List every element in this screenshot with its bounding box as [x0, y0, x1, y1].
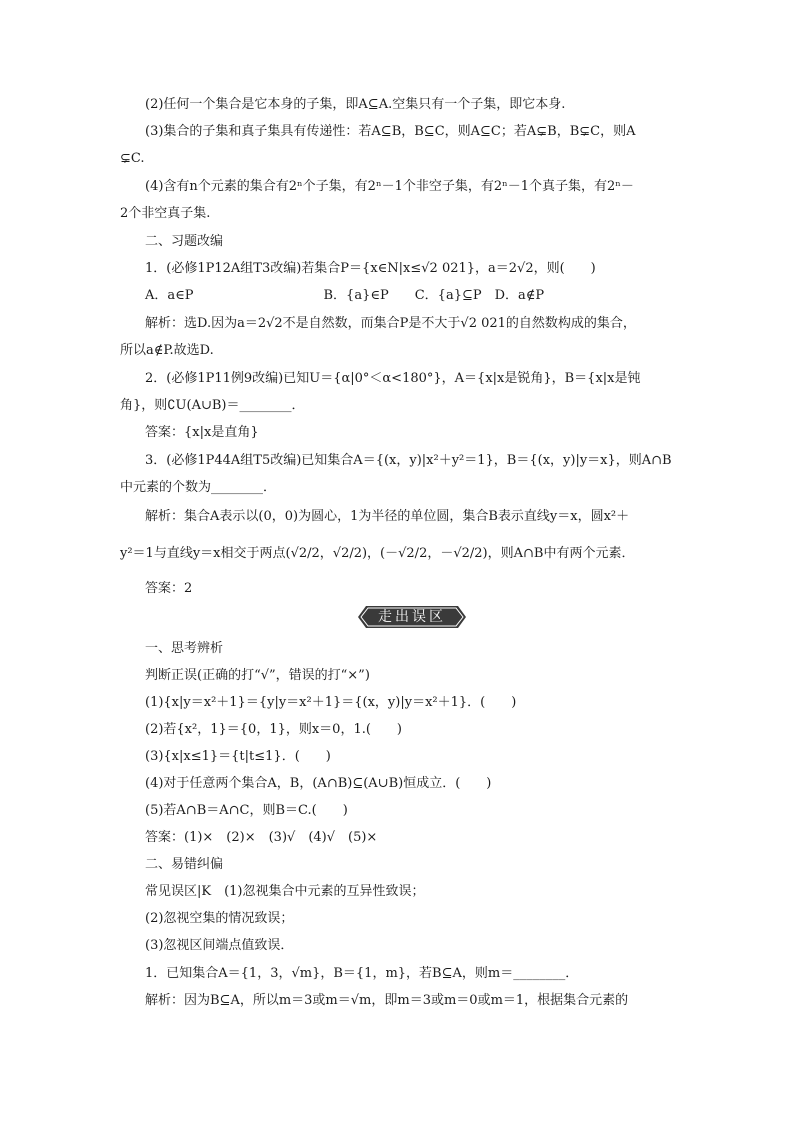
text-line: (4)含有n个元素的集合有2ⁿ个子集，有2ⁿ－1个非空子集，有2ⁿ－1个真子集，有2ⁿ－	[145, 179, 634, 194]
solution-line: 解析：集合A表示以(0，0)为圆心，1为半径的单位圆，集合B表示直线y＝x，圆x²＋	[145, 509, 630, 524]
question-line: 1．(必修1P12A组T3改编)若集合P＝{x∈N|x≤√2 021}，a＝2√2，则( )	[145, 261, 596, 276]
solution-line: 解析：因为B⊆A，所以m＝3或m＝√m，即m＝3或m＝0或m＝1，根据集合元素的	[145, 993, 629, 1008]
text-line: 2个非空真子集.	[120, 206, 211, 221]
solution-line: 解析：选D.因为a＝2√2不是自然数，而集合P是不大于√2 021的自然数构成的集合，	[145, 316, 636, 331]
judgement-item: (1){x|y＝x²＋1}＝{y|y＝x²＋1}＝{(x，y)|y＝x²＋1}．( )	[145, 695, 517, 710]
section-heading: 二、易错纠偏	[145, 857, 224, 872]
text-line: 常见误区|K (1)忽视集合中元素的互异性致误；	[145, 884, 425, 899]
section-banner	[358, 606, 466, 628]
text-line: ⊊C.	[120, 151, 145, 166]
answer-line: 答案：(1)× (2)× (3)√ (4)√ (5)×	[145, 830, 378, 845]
answer-line: 答案：{x|x是直角}	[145, 425, 259, 440]
question-line: 中元素的个数为________．	[120, 480, 277, 495]
answer-line: 答案：2	[145, 581, 193, 596]
solution-line: 所以a∉P.故选D.	[120, 343, 214, 358]
question-line: 角}，则∁U(A∪B)＝________．	[120, 398, 305, 413]
judgement-item: (5)若A∩B＝A∩C，则B＝C.( )	[145, 803, 348, 818]
section-heading: 一、思考辨析	[145, 641, 224, 656]
question-line: 2．(必修1P11例9改编)已知U＝{α|0°＜α<180°}，A＝{x|x是锐角}，B＝{x|x是钝	[145, 371, 641, 386]
text-line: (2)任何一个集合是它本身的子集，即A⊆A.空集只有一个子集，即它本身.	[145, 97, 566, 112]
banner-label: 走出误区	[378, 609, 446, 625]
section-heading: 二、习题改编	[145, 234, 224, 249]
judgement-item: (2)若{x²，1}＝{0，1}，则x＝0，1.( )	[145, 722, 403, 737]
judgement-item: (3){x|x≤1}＝{t|t≤1}．( )	[145, 749, 331, 764]
instruction-line: 判断正误(正确的打“√”，错误的打“×”)	[145, 668, 370, 683]
question-line: 3．(必修1P44A组T5改编)已知集合A＝{(x，y)|x²＋y²＝1}，B＝{(x，y)|y＝x}，则A∩B	[145, 453, 672, 468]
text-line: (3)忽视区间端点值致误．	[145, 938, 294, 953]
judgement-item: (4)对于任意两个集合A，B，(A∩B)⊆(A∪B)恒成立．( )	[145, 776, 492, 791]
options-line: A．a∈P B．{a}∈P C．{a}⊆P D．a∉P	[145, 288, 545, 303]
text-line: (2)忽视空集的情况致误；	[145, 911, 294, 926]
solution-line: y²＝1与直线y＝x相交于两点(√2/2，√2/2)，(－√2/2，－√2/2)，则A∩B中有两个元素．	[120, 546, 635, 561]
text-line: (3)集合的子集和真子集具有传递性：若A⊆B，B⊆C，则A⊆C；若A⊊B，B⊊C，则A	[145, 124, 636, 139]
question-line: 1．已知集合A＝{1，3，√m}，B＝{1，m}，若B⊆A，则m＝________．	[145, 966, 579, 981]
